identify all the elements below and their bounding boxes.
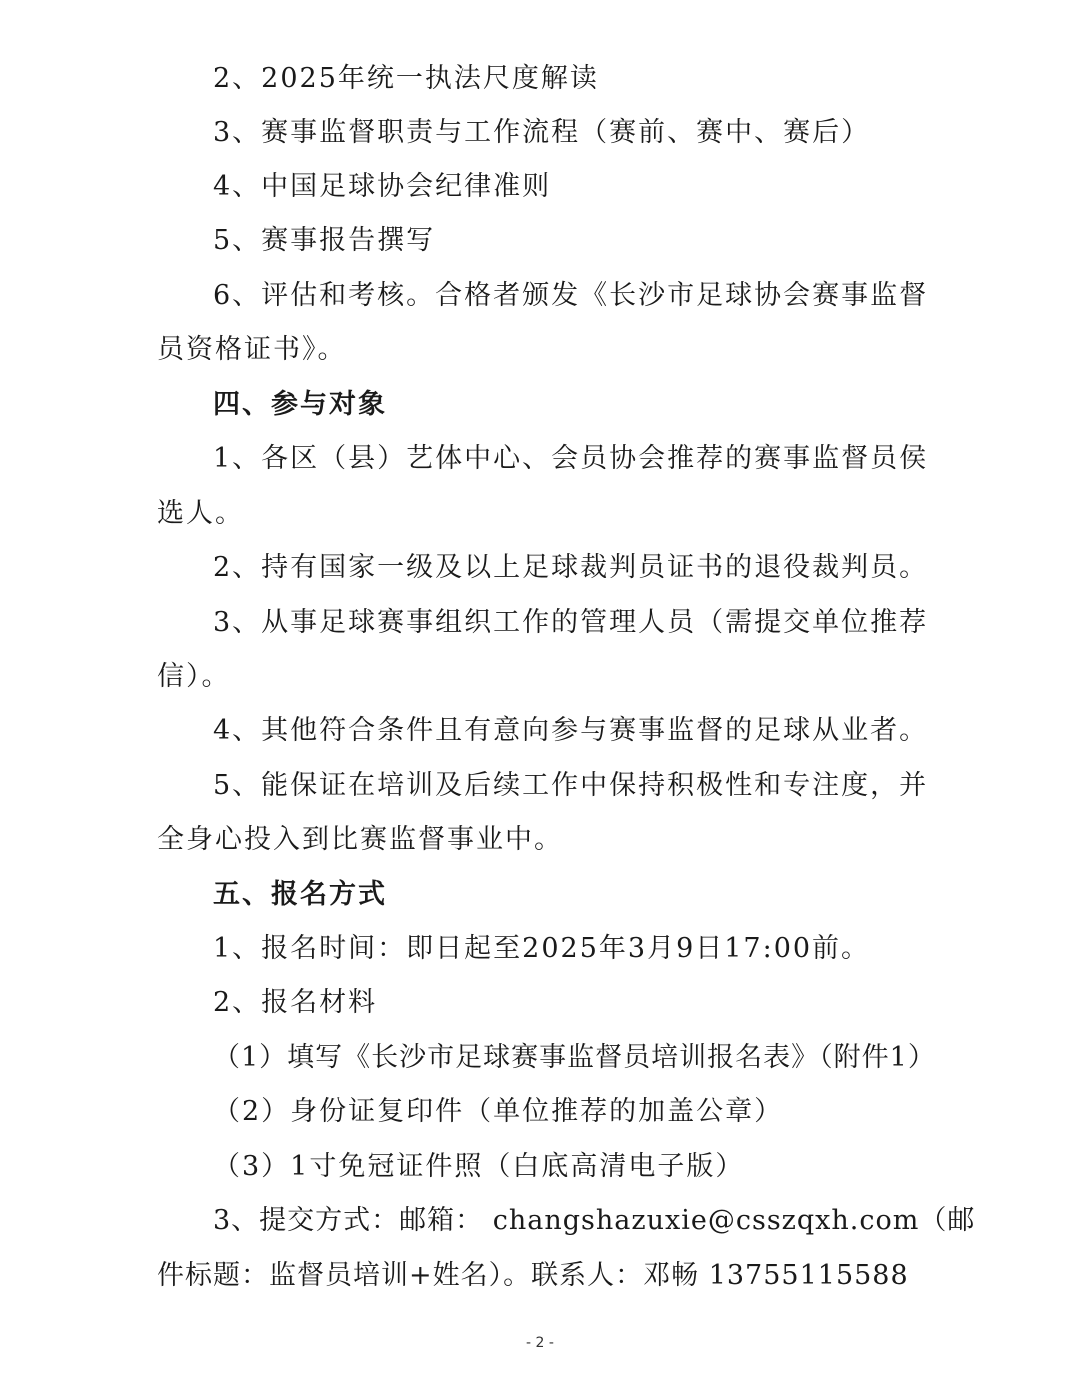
text-line-5: 6、评估和考核。合格者颁发《长沙市足球协会赛事监督 [213,280,929,311]
text-line-10: 2、持有国家一级及以上足球裁判员证书的退役裁判员。 [213,552,929,583]
text-line-9: 选人。 [157,498,244,529]
text-line-2: 3、赛事监督职责与工作流程（赛前、赛中、赛后） [213,117,871,148]
page-number: - 2 - [526,1335,554,1351]
text-line-19: （1）填写《长沙市足球赛事监督员培训报名表》（附件1） [213,1042,936,1073]
text-line-14: 5、能保证在培训及后续工作中保持积极性和专注度，并 [213,770,929,801]
text-line-23: 件标题：监督员培训+姓名）。联系人：邓畅 13755115588 [157,1260,909,1291]
text-line-20: （2）身份证复印件（单位推荐的加盖公章） [213,1096,784,1127]
text-line-6: 员资格证书》。 [157,334,347,365]
text-line-21: （3）1寸免冠证件照（白底高清电子版） [213,1151,745,1182]
text-line-12: 信）。 [157,661,231,692]
section-heading-participants: 四、参与对象 [213,389,387,420]
text-line-17: 1、报名时间：即日起至2025年3月9日17:00前。 [213,933,871,964]
text-line-13: 4、其他符合条件且有意向参与赛事监督的足球从业者。 [213,715,929,746]
section-heading-registration: 五、报名方式 [213,879,387,910]
text-line-8: 1、各区（县）艺体中心、会员协会推荐的赛事监督员侯 [213,443,929,474]
text-line-3: 4、中国足球协会纪律准则 [213,171,552,202]
text-line-11: 3、从事足球赛事组织工作的管理人员（需提交单位推荐 [213,607,929,638]
text-line-1: 2、2025年统一执法尺度解读 [213,63,599,94]
text-line-4: 5、赛事报告撰写 [213,225,436,256]
text-line-15: 全身心投入到比赛监督事业中。 [157,824,563,855]
text-line-22: 3、提交方式：邮箱： changshazuxie@csszqxh.com（邮 [213,1205,976,1236]
text-line-18: 2、报名材料 [213,987,378,1018]
